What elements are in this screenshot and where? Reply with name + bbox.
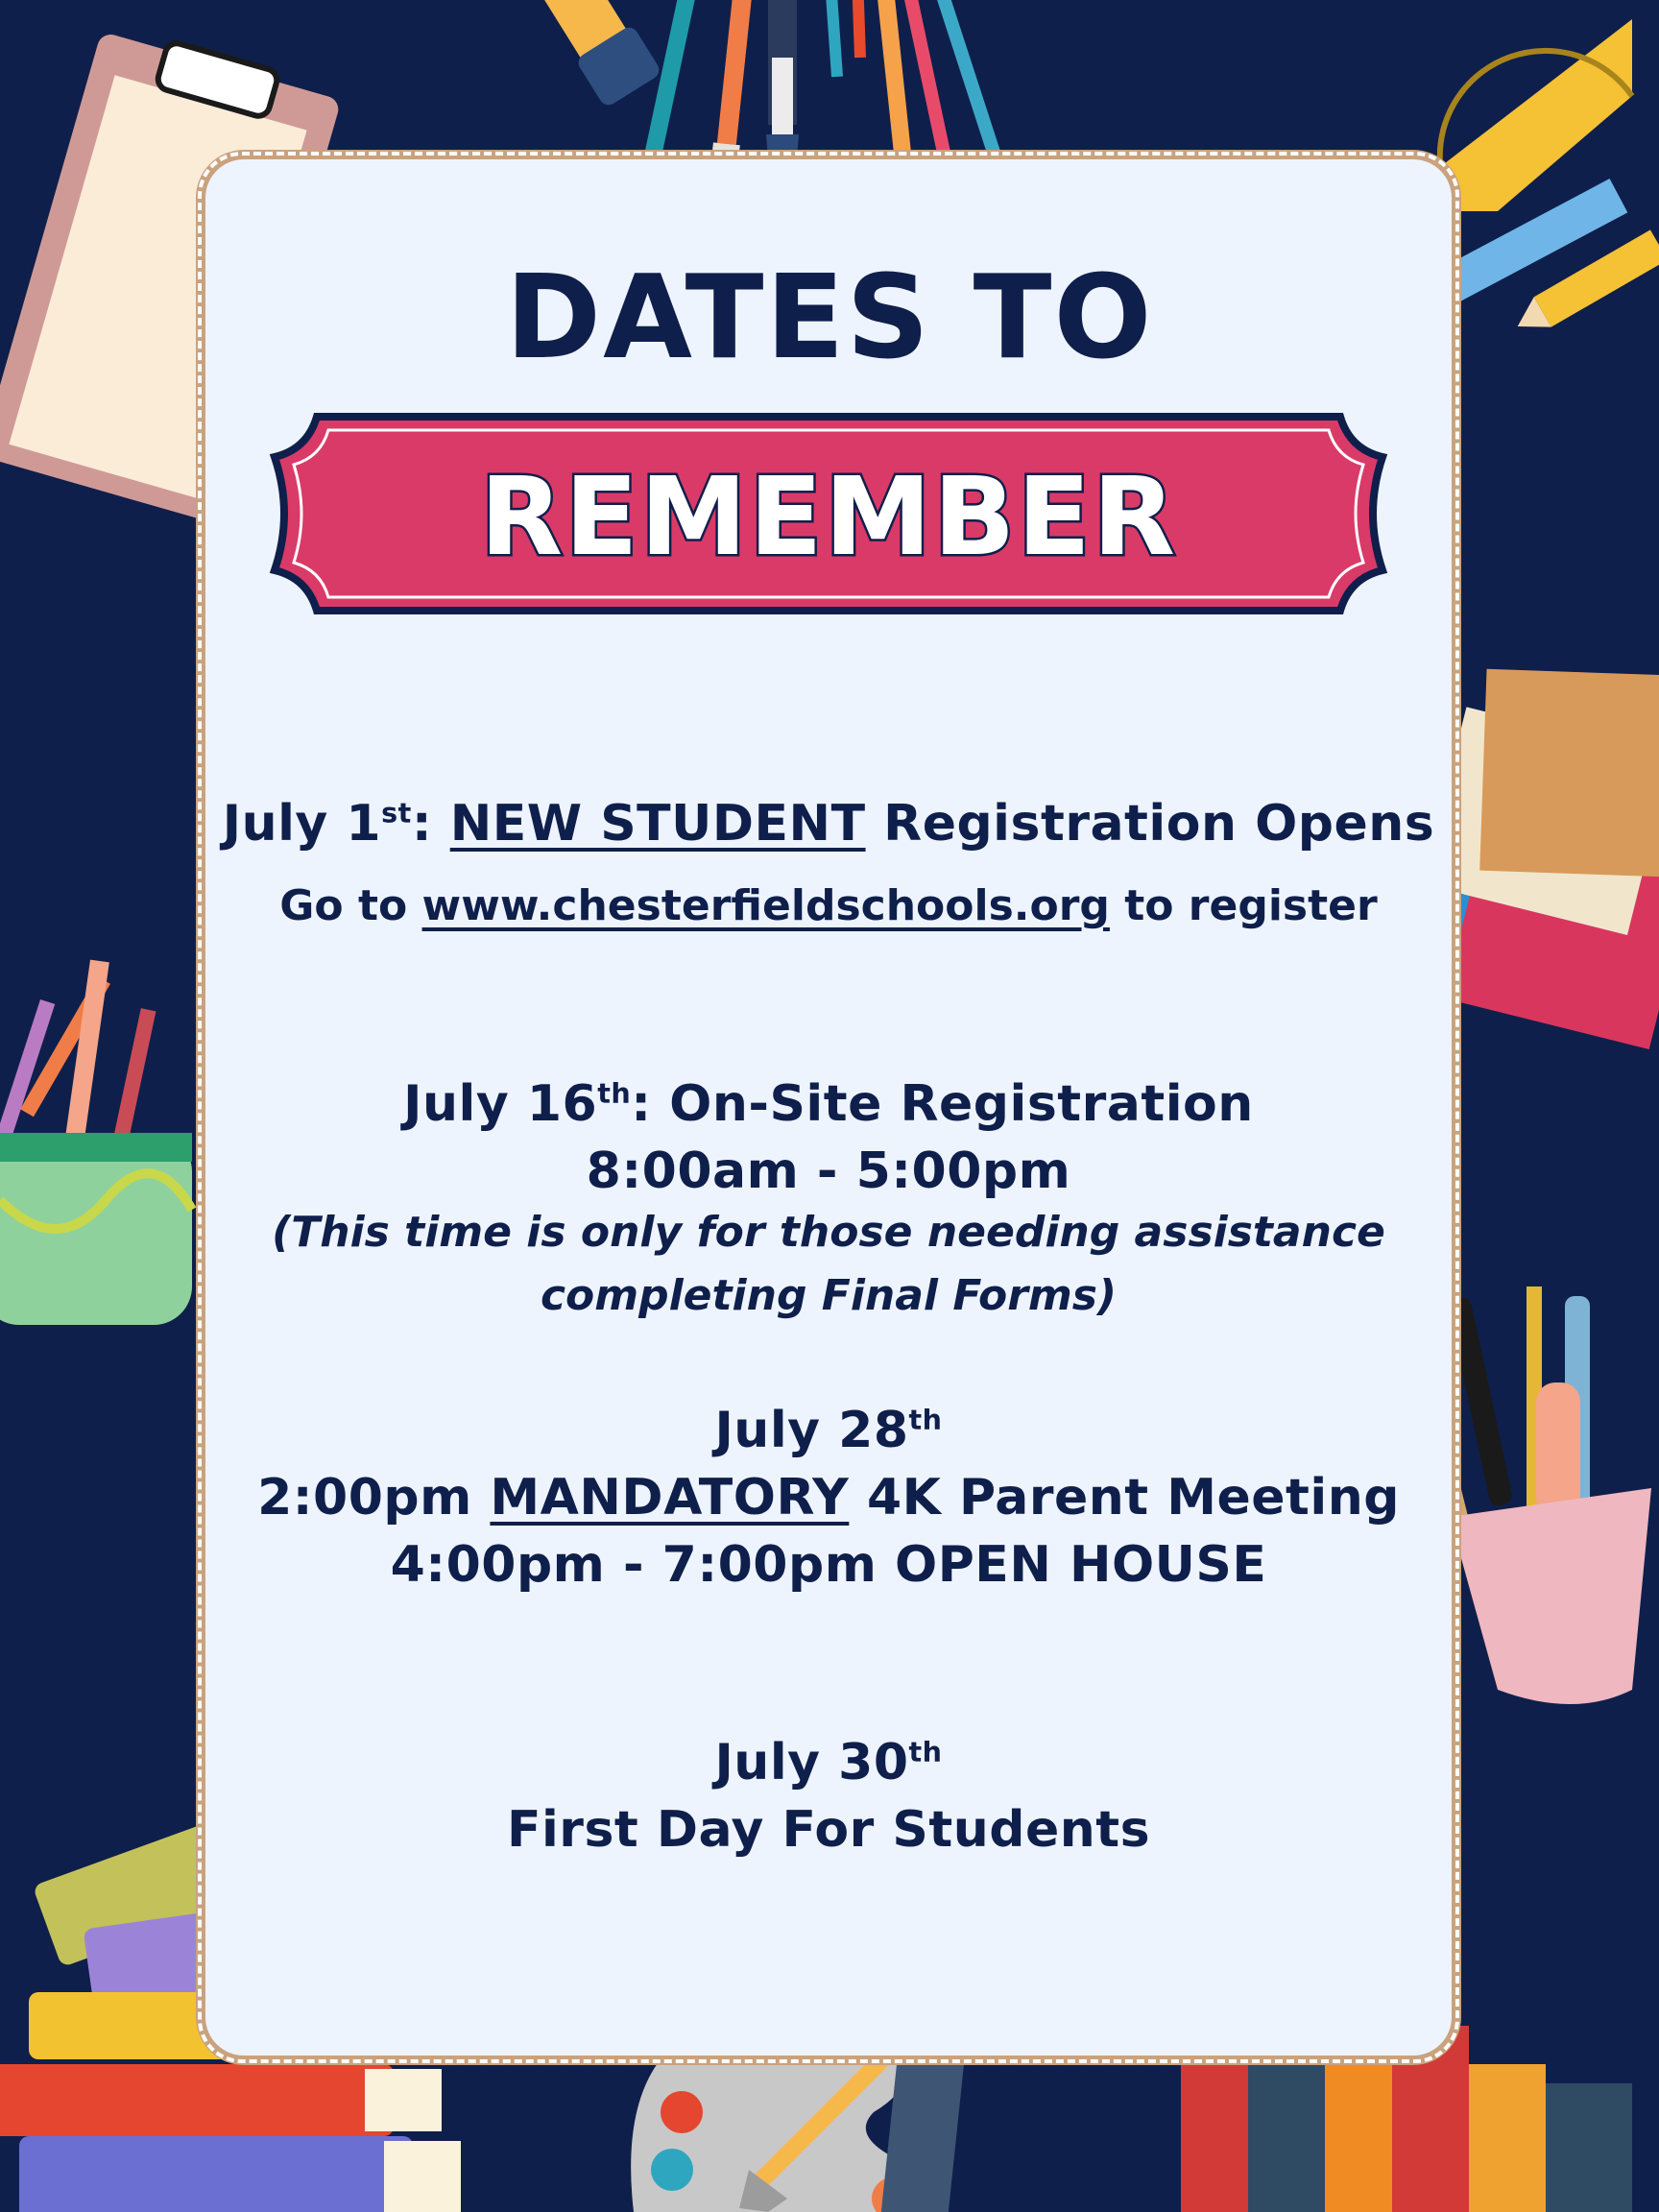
ordinal-suffix: th [908, 1735, 943, 1768]
sub-text: Go to [279, 881, 422, 930]
event-new-student [205, 795, 1452, 853]
event-title: : On-Site Registration [631, 1075, 1254, 1133]
ordinal-suffix: st [381, 796, 412, 830]
event-date: July 1 [222, 795, 382, 853]
event-title: Registration Opens [865, 795, 1435, 853]
event-date: July 16 [403, 1075, 598, 1133]
event-open-house: 4:00pm - 7:00pm OPEN HOUSE [390, 1536, 1267, 1594]
title-banner-text: REMEMBER [479, 455, 1178, 580]
ordinal-suffix: th [908, 1403, 943, 1436]
event-new-student-sub [205, 881, 1452, 930]
sub-text: to register [1109, 881, 1378, 930]
event-highlight: NEW STUDENT [449, 795, 866, 853]
event-first-day-title: First Day For Students [506, 1801, 1151, 1859]
event-separator: : [411, 795, 450, 853]
event-parent-meeting [205, 1402, 1452, 1459]
event-time: 2:00pm [257, 1469, 491, 1527]
event-first-day [205, 1734, 1452, 1791]
event-highlight: MANDATORY [490, 1469, 850, 1527]
page-title: DATES TO [505, 252, 1154, 385]
registration-link[interactable]: www.chesterfieldschools.org [421, 881, 1110, 930]
event-onsite [205, 1075, 1452, 1133]
event-onsite-note: (This time is only for those needing assistance [272, 1208, 1385, 1257]
event-parent-meeting-line [205, 1469, 1452, 1527]
ordinal-suffix: th [597, 1076, 632, 1110]
event-title: 4K Parent Meeting [849, 1469, 1400, 1527]
event-date: July 30 [714, 1734, 909, 1791]
event-onsite-note-2: completing Final Forms) [540, 1271, 1118, 1320]
event-onsite-time: 8:00am - 5:00pm [586, 1142, 1071, 1200]
pencil-case-icon [0, 960, 192, 1325]
event-date: July 28 [714, 1402, 909, 1459]
